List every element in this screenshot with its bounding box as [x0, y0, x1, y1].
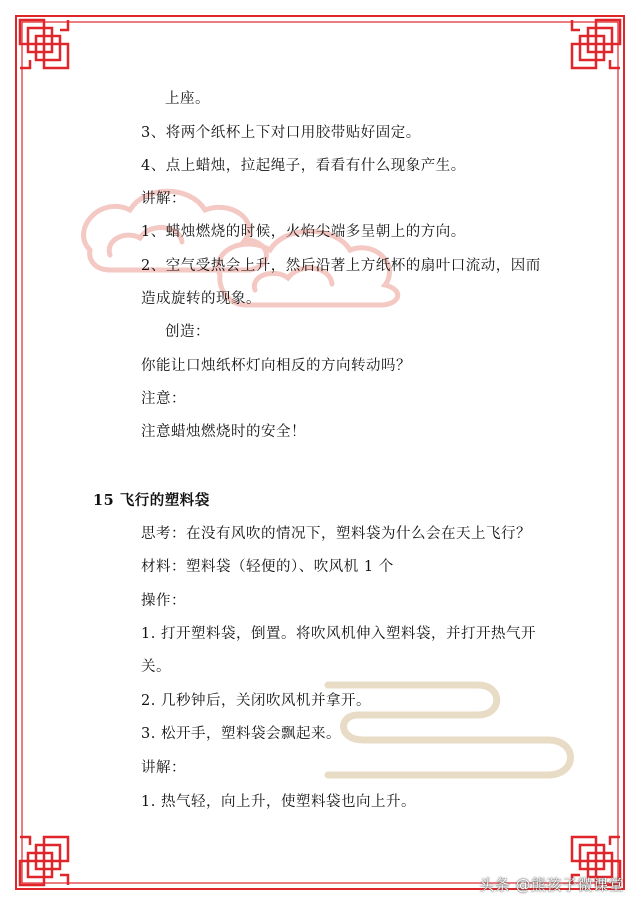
watermark: 头条 @熊孩子微课堂: [479, 876, 624, 894]
step-3: 3、将两个纸杯上下对口用胶带贴好固定。: [141, 125, 421, 141]
heading-explain: 讲解：: [141, 191, 186, 207]
note-text: 注意蜡烛燃烧时的安全！: [141, 424, 306, 440]
heading-note: 注意：: [141, 391, 186, 407]
explain-b-1: 1. 热气轻，向上升，使塑料袋也向上升。: [141, 794, 416, 810]
operation-2: 2. 几秒钟后，关闭吹风机并拿开。: [141, 693, 371, 709]
heading-operation: 操作：: [141, 593, 186, 609]
section-title: 15 飞行的塑料袋: [93, 492, 210, 509]
heading-explain-2: 讲解：: [141, 760, 186, 776]
materials-text: 材料：塑料袋（轻便的）、吹风机 1 个: [141, 559, 394, 575]
explain-2-cont: 造成旋转的现象。: [141, 291, 261, 307]
operation-1-cont: 关。: [141, 659, 171, 675]
operation-3: 3. 松开手，塑料袋会飘起来。: [141, 726, 341, 742]
step-4: 4、点上蜡烛，拉起绳子，看看有什么现象产生。: [141, 158, 466, 174]
operation-1: 1. 打开塑料袋，倒置。将吹风机伸入塑料袋，并打开热气开: [141, 626, 536, 642]
heading-create: 创造：: [165, 324, 210, 340]
explain-2: 2、空气受热会上升，然后沿著上方纸杯的扇叶口流动，因而: [141, 258, 541, 274]
think-text: 思考：在没有风吹的情况下，塑料袋为什么会在天上飞行？: [141, 526, 531, 542]
explain-1: 1、蜡烛燃烧的时候，火焰尖端多呈朝上的方向。: [141, 224, 466, 240]
text-line-1: 上座。: [165, 91, 210, 107]
create-question: 你能让口烛纸杯灯向相反的方向转动吗？: [141, 358, 411, 374]
